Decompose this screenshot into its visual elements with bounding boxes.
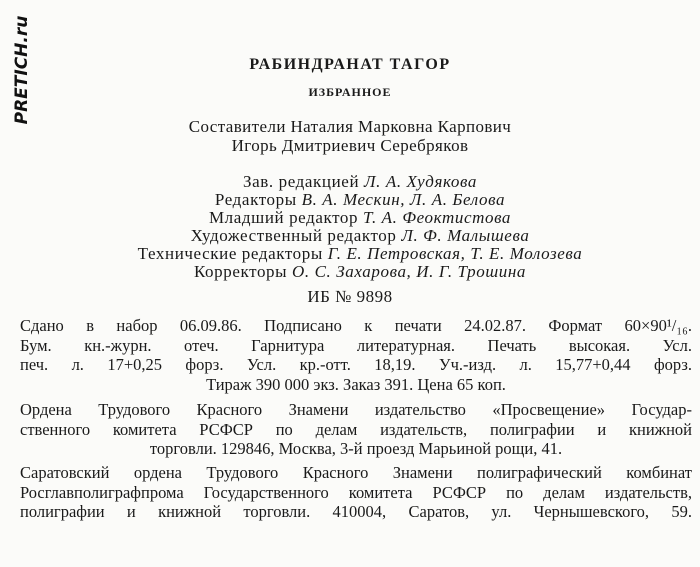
staff-names: О. С. Захарова, И. Г. Трошина xyxy=(292,262,527,281)
staff-role: Зав. редакцией xyxy=(243,172,360,191)
text-line: Саратовский ордена Трудового Красного Знамени полиграфический комбинат xyxy=(20,463,692,482)
staff-line xyxy=(10,244,700,264)
staff-role: Технические редакторы xyxy=(137,244,323,263)
staff-role: Корректоры xyxy=(193,262,288,281)
book-title: РАБИНДРАНАТ ТАГОР xyxy=(249,56,451,73)
staff-role: Художественный редактор xyxy=(190,226,397,245)
staff-line xyxy=(10,226,700,246)
staff-names: Л. Ф. Малышева xyxy=(401,226,530,245)
text-line: ственного комитета РСФСР по делам издательств, полиграфии и книжной xyxy=(20,419,692,439)
text-line: полиграфии и книжной торговли. 410004, Саратов, ул. Чернышевского, 59. xyxy=(20,502,692,521)
text-line: торговли. 129846, Москва, 3-й проезд Марьиной рощи, 41. xyxy=(149,439,563,458)
book-subtitle: ИЗБРАННОЕ xyxy=(308,85,392,99)
text-line: Сдано в набор 06.09.86. Подписано к печати 24.02.87. Формат 60×90¹/₁₆. xyxy=(20,316,692,335)
compilers-line: Игорь Дмитриевич Серебряков xyxy=(231,136,469,155)
text-line: Ордена Трудового Красного Знамени издательство «Просвещение» Государ- xyxy=(20,400,692,419)
staff-line xyxy=(10,190,700,210)
ib-number: ИБ № 9898 xyxy=(307,287,393,306)
watermark: PRETICH.ru xyxy=(12,15,32,125)
text-line: Бум. кн.-журн. отеч. Гарнитура литературная. Печать высокая. Усл. xyxy=(20,335,692,355)
staff-role: Младший редактор xyxy=(208,208,359,227)
staff-line xyxy=(10,262,700,282)
text-line: печ. л. 17+0,25 форз. Усл. кр.-отт. 18,19. Уч.-изд. л. 15,77+0,44 форз. xyxy=(20,355,692,374)
print-info-paragraph xyxy=(20,316,692,394)
staff-names: В. А. Мескин, Л. А. Белова xyxy=(301,190,506,209)
text-line: Тираж 390 000 экз. Заказ 391. Цена 65 коп. xyxy=(206,374,506,394)
text-line: Росглавполиграфпрома Государственного комитета РСФСР по делам издательств, xyxy=(20,482,692,502)
staff-role: Редакторы xyxy=(214,190,297,209)
printer-paragraph xyxy=(20,463,692,522)
staff-names: Г. Е. Петровская, Т. Е. Молозева xyxy=(327,244,583,263)
staff-names: Т. А. Феоктистова xyxy=(362,208,512,227)
staff-line xyxy=(10,172,700,192)
staff-line xyxy=(10,208,700,228)
staff-names: Л. А. Худякова xyxy=(364,172,477,191)
publisher-paragraph xyxy=(20,400,692,459)
compilers-line: Составители Наталия Марковна Карпович xyxy=(188,117,512,136)
